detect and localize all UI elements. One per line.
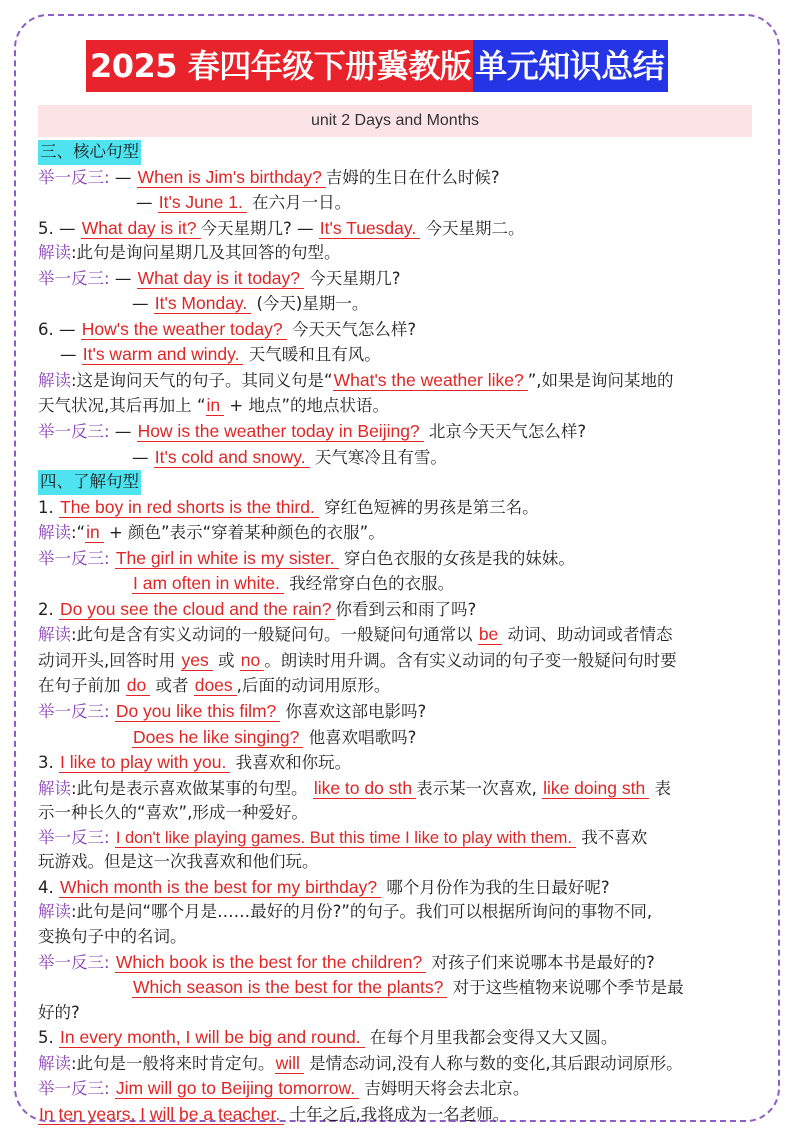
text-line: 好的? bbox=[38, 1002, 80, 1022]
text-line: 在句子前加 do 或者 does ,后面的动词用原形。 bbox=[38, 675, 391, 696]
unit-header: unit 2 Days and Months bbox=[38, 105, 752, 137]
text-line: — It's cold and snowy. 天气寒冷且有雪。 bbox=[132, 446, 447, 467]
text-line: 解读:这是询问天气的句子。其同义句是“What's the weather like? ”,如果是询问某地的 bbox=[38, 369, 674, 390]
text-line: 5. In every month, I will be big and round. 在每个月里我都会变得又大又圆。 bbox=[38, 1027, 618, 1048]
text-line: I am often in white. 我经常穿白色的衣服。 bbox=[133, 573, 455, 594]
text-line: 3. I like to play with you. 我喜欢和你玩。 bbox=[38, 752, 352, 773]
text-line: — It's warm and windy. 天气暖和且有风。 bbox=[60, 344, 381, 365]
text-line: 动词开头,回答时用 yes 或 no 。朗读时用升调。含有实义动词的句子变一般疑问句时要 bbox=[38, 649, 677, 670]
content bbox=[38, 140, 758, 1127]
text-line: 1. The boy in red shorts is the third. 穿红色短裤的男孩是第三名。 bbox=[38, 496, 539, 517]
section-heading: 三、核心句型 bbox=[38, 140, 758, 165]
text-line: 解读:此句是一般将来时肯定句。will 是情态动词,没有人称与数的变化,其后跟动词原形。 bbox=[38, 1052, 683, 1073]
text-line: 天气状况,其后再加上 “in + 地点”的地点状语。 bbox=[38, 395, 390, 416]
text-line: 解读:此句是询问星期几及其回答的句型。 bbox=[38, 243, 341, 263]
text-line: 举一反三: The girl in white is my sister. 穿白色衣服的女孩是我的妹妹。 bbox=[38, 547, 575, 568]
text-line: 变换句子中的名词。 bbox=[38, 926, 187, 946]
text-line: 解读:此句是含有实义动词的一般疑问句。一般疑问句通常以 be 动词、助动词或者情态 bbox=[38, 624, 673, 645]
text-line: 2. Do you see the cloud and the rain? 你看到云和雨了吗? bbox=[38, 598, 477, 619]
page-title bbox=[86, 40, 668, 92]
text-line: 解读:此句是表示喜欢做某事的句型。 like to do sth 表示某一次喜欢, like doing sth 表 bbox=[38, 777, 671, 798]
text-line: Which season is the best for the plants? 对于这些植物来说哪个季节是最 bbox=[133, 977, 684, 998]
text-line: 解读:“in + 颜色”表示“穿着某种颜色的衣服”。 bbox=[38, 522, 385, 543]
title-part-red: 2025 春四年级下册冀教版 bbox=[86, 40, 473, 92]
text-line: 举一反三: — How is the weather today in Beijing? 北京今天天气怎么样? bbox=[38, 421, 587, 442]
text-line: — It's June 1. 在六月一日。 bbox=[136, 192, 352, 213]
text-line: 5. — What day is it? 今天星期几? — It's Tuesday. 今天星期二。 bbox=[38, 217, 525, 238]
text-line: 举一反三: Jim will go to Beijing tomorrow. 吉姆明天将会去北京。 bbox=[38, 1078, 530, 1099]
text-line: 举一反三: Do you like this film? 你喜欢这部电影吗? bbox=[38, 701, 427, 722]
text-line: Does he like singing? 他喜欢唱歌吗? bbox=[133, 726, 417, 747]
text-line: — It's Monday. (今天)星期一。 bbox=[132, 293, 369, 314]
text-line: 解读:此句是问“哪个月是……最好的月份?”的句子。我们可以根据所询问的事物不同, bbox=[38, 902, 653, 922]
text-line: 玩游戏。但是这一次我喜欢和他们玩。 bbox=[38, 852, 319, 872]
text-line: 举一反三: Which book is the best for the children? 对孩子们来说哪本书是最好的? bbox=[38, 951, 655, 972]
text-line: In ten years, I will be a teacher. 十年之后,我将成为一名老师。 bbox=[39, 1103, 510, 1124]
text-line: 6. — How's the weather today? 今天天气怎么样? bbox=[38, 318, 417, 339]
text-line: 示一种长久的“喜欢”,形成一种爱好。 bbox=[38, 803, 308, 823]
section-heading: 四、了解句型 bbox=[38, 470, 758, 495]
text-line: 举一反三: — What day is it today? 今天星期几? bbox=[38, 267, 401, 288]
text-line: 举一反三: — When is Jim's birthday? 吉姆的生日在什么时候? bbox=[38, 166, 500, 187]
text-line: 4. Which month is the best for my birthday? 哪个月份作为我的生日最好呢? bbox=[38, 876, 610, 897]
text-line: 举一反三: I don't like playing games. But this time I like to play with them. 我不喜欢 bbox=[38, 827, 648, 847]
title-part-blue: 单元知识总结 bbox=[473, 40, 668, 92]
